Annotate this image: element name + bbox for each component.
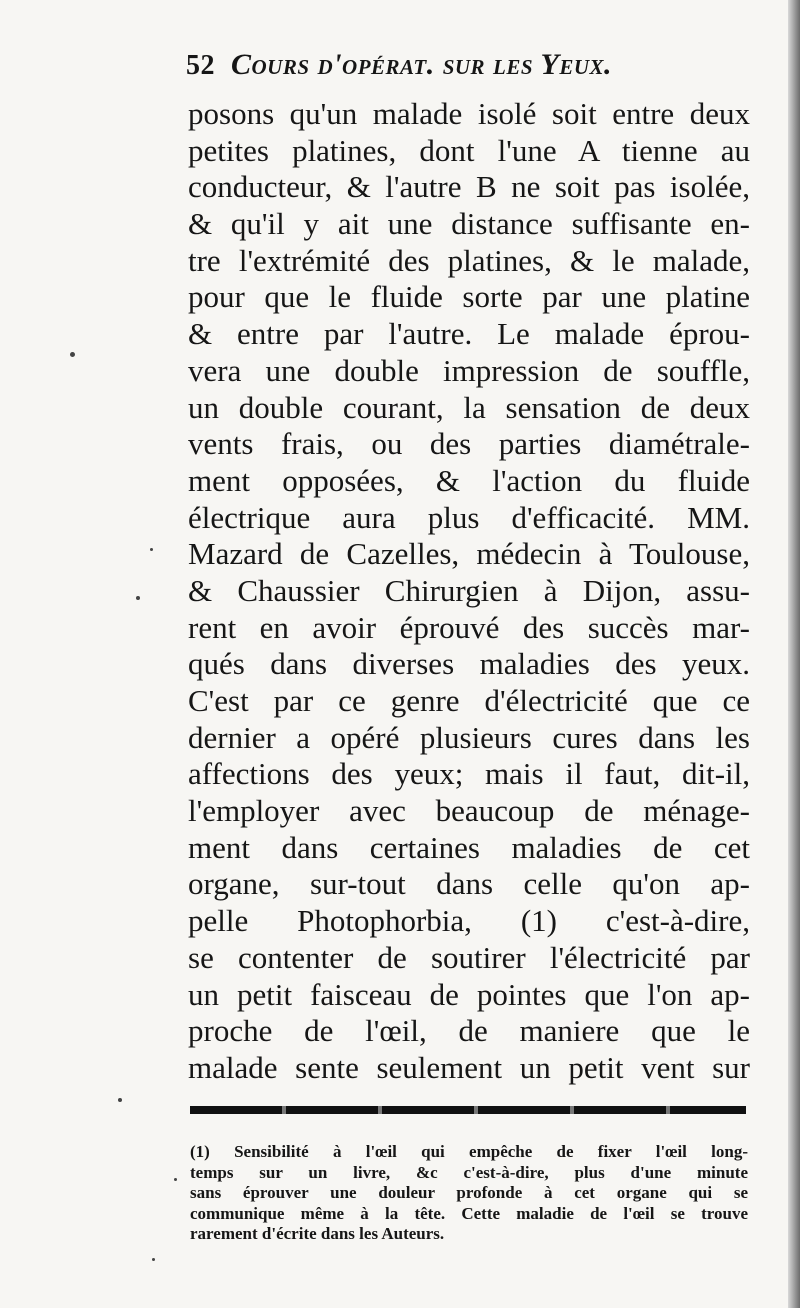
text-line: posons qu'un malade isolé soit entre deux [188, 96, 750, 131]
text-line: rent en avoir éprouvé des succès mar- [188, 609, 750, 645]
text-line: organe, sur-tout dans celle qu'on ap- [188, 866, 750, 902]
text-line: un double courant, la sensation de deux [188, 389, 750, 425]
running-title: Cours d'opérat. sur les Yeux. [231, 48, 613, 81]
footnote-line: (1) Sensibilité à l'œil qui empêche de fixer l'œil long- [190, 1142, 748, 1161]
footnote-line: communique même à la tête. Cette maladie de l'œil se trouve [190, 1203, 748, 1223]
text-line: proche de l'œil, de maniere que le [188, 1013, 750, 1049]
text-line: vera une double impression de souffle, [188, 352, 750, 388]
ink-speck [118, 1098, 122, 1102]
page-number: 52 [186, 50, 215, 81]
text-line: dernier a opéré plusieurs cures dans les [188, 719, 750, 755]
text-line: qués dans diverses maladies des yeux. [188, 646, 750, 682]
footnote-line: sans éprouver une douleur profonde à cet organe qui se [190, 1183, 748, 1202]
text-line: vents frais, ou des parties diamétrale- [188, 426, 750, 462]
running-head [186, 48, 746, 92]
text-line: se contenter de soutirer l'électricité par [188, 939, 750, 975]
footnote-line: rarement d'écrite dans les Auteurs. [190, 1224, 445, 1243]
text-line: un petit faisceau de pointes que l'on ap- [188, 976, 750, 1012]
text-line: pour que le fluide sorte par une platine [188, 279, 750, 315]
text-line: & entre par l'autre. Le malade éprou- [188, 316, 750, 352]
ink-speck [150, 548, 153, 551]
footnote-line: temps sur un livre, &c c'est-à-dire, plus d'une minute [190, 1162, 748, 1182]
text-line: & qu'il y ait une distance suffisante en- [188, 206, 750, 242]
text-line: conducteur, & l'autre B ne soit pas isolée, [188, 169, 750, 205]
text-line: C'est par ce genre d'électricité que ce [188, 683, 750, 718]
page-edge-shadow [788, 0, 800, 1308]
text-line: ment opposées, & l'action du fluide [188, 462, 750, 498]
body-text [188, 96, 750, 1087]
text-line: pelle Photophorbia, (1) c'est-à-dire, [188, 903, 750, 939]
footnote-separator-rule [190, 1106, 746, 1114]
text-line: ment dans certaines maladies de cet [188, 829, 750, 865]
ink-speck [152, 1258, 155, 1261]
text-line: petites platines, dont l'une A tienne au [188, 132, 750, 168]
text-line: affections des yeux; mais il faut, dit-il, [188, 756, 750, 792]
text-line: tre l'extrémité des platines, & le malade, [188, 242, 750, 278]
footnote [190, 1142, 748, 1245]
text-line: & Chaussier Chirurgien à Dijon, assu- [188, 572, 750, 608]
ink-speck [136, 596, 140, 600]
text-line: l'employer avec beaucoup de ménage- [188, 793, 750, 829]
ink-speck [70, 352, 75, 357]
text-line: malade sente seulement un petit vent sur [188, 1049, 750, 1085]
text-line: électrique aura plus d'efficacité. MM. [188, 499, 750, 535]
text-line: Mazard de Cazelles, médecin à Toulouse, [188, 536, 750, 572]
ink-speck [174, 1178, 177, 1181]
